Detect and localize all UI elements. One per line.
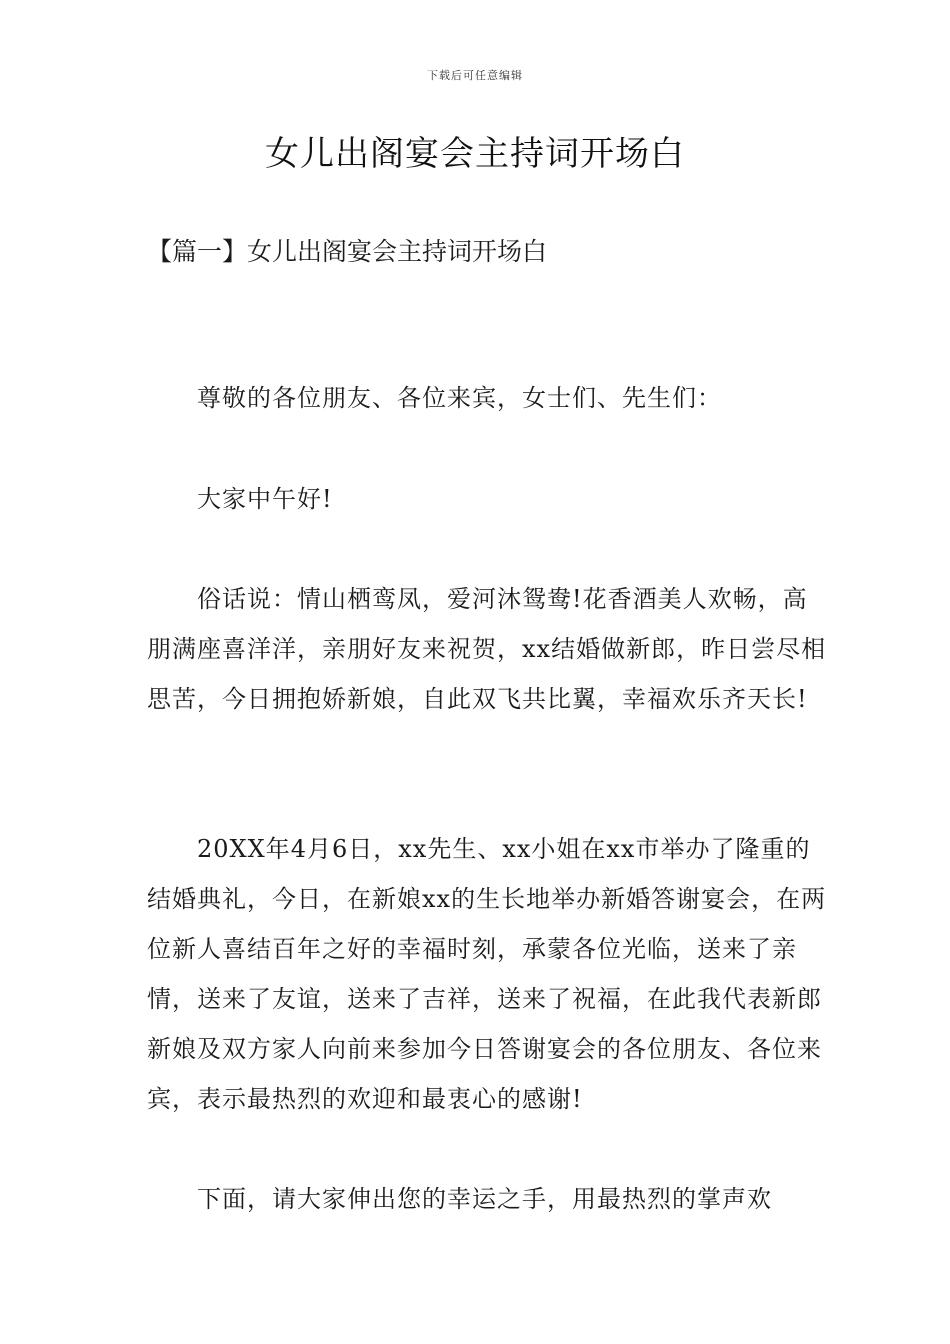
- paragraph-good-noon: 大家中午好!: [197, 485, 333, 513]
- paragraph-proverb: 俗话说：情山栖鸾凤，爱河沐鸳鸯!花香酒美人欢畅，高朋满座喜洋洋，亲朋好友来祝贺，xx结婚做新郎，昨日尝尽相思苦，今日拥抱娇新娘，自此双飞共比翼，幸福欢乐齐天长!: [147, 585, 827, 713]
- paragraph-greeting: 尊敬的各位朋友、各位来宾，女士们、先生们：: [197, 384, 722, 412]
- paragraph-applause: 下面，请大家伸出您的幸运之手，用最热烈的掌声欢: [197, 1185, 772, 1213]
- header-note: 下载后可任意编辑: [427, 69, 523, 82]
- section-title: 【篇一】女儿出阁宴会主持词开场白: [147, 237, 548, 266]
- paragraph-welcome: 20XX年4月6日，xx先生、xx小姐在xx市举办了隆重的结婚典礼，今日，在新娘xx的生长地举办新婚答谢宴会，在两位新人喜结百年之好的幸福时刻，承蒙各位光临，送来了亲情，送来了友谊，送来了吉祥，送来了祝福，在此我代表新郎新娘及双方家人向前来参加今日答谢宴会的各位朋友、各位来宾，表示最热烈的欢迎和最衷心的感谢!: [147, 835, 827, 1113]
- document-title: 女儿出阁宴会主持词开场白: [265, 134, 685, 174]
